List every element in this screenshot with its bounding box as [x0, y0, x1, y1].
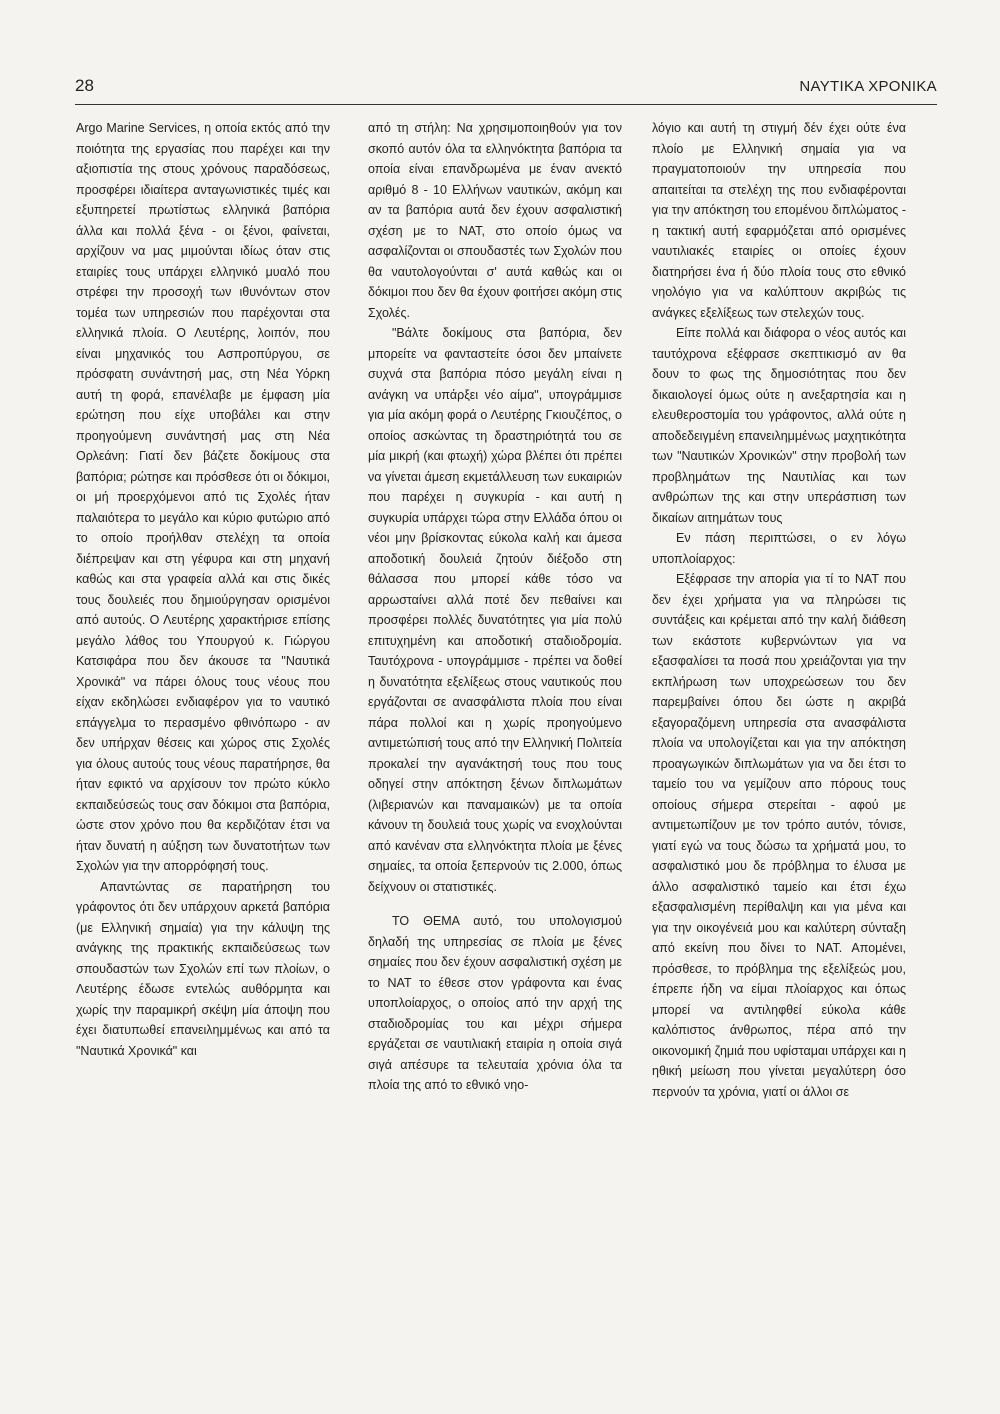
column-2	[368, 118, 622, 1096]
paragraph: Εν πάση περιπτώσει, ο εν λόγω υποπλοίαρχος:	[652, 531, 906, 566]
column-1	[76, 118, 330, 1061]
magazine-title: ΝΑΥΤΙΚΑ ΧΡΟΝΙΚΑ	[799, 78, 937, 95]
page-header	[75, 76, 937, 105]
paragraph: Εξέφρασε την απορία για τί το ΝΑΤ που δεν έχει χρήματα για να πληρώσει τις συντάξεις και κρέμεται από την καλή διάθεση των εκάστοτε κυβερνώντων για να εξασφαλίσει τα ποσά που χρειάζονται για την εκπλήρωση των υποχρεώσεων του δεν παρεμβαίνει όπου δει ώστε η ακριβά εξαγοραζόμενη υπηρεσία στα ανασφάλιστα πλοία να υπολογίζεται και για την απόκτηση προαγωγικών διπλωμάτων για να δει έτσι το ταμείο του να γεμίζουν απο πόρους τους οποίους σήμερα στερείται - αφού με αντιμετωπίζουν με τον τρόπο αυτόν, τόνισε, γιατί εγώ να τους δώσω τα χρήματά μου, το ασφαλιστικό μου δε πρόβλημα το έλυσα με άλλο ασφαλιστικό ταμείο και έτσι έχω εξασφαλισμένη περίθαλψη και για μένα και για την οικογένειά μου και καλύτερη σύνταξη από εκείνη που δίνει το ΝΑΤ. Απομένει, πρόσθεσε, το πρόβλημα της εξελίξεώς μου, έπρεπε ήδη να είμαι πλοίαρχος και όπως μπορεί να αντιληφθεί εύκολα κάθε καλόπιστος άνθρωπος, πέρα από την οικονομική ζημιά που υφίσταμαι υπάρχει και η ηθική μείωση που γίνεται μεγαλύτερη όσο περνούν τα χρόνια, γιατί οι άλλοι σε	[652, 572, 906, 1099]
paragraph: λόγιο και αυτή τη στιγμή δέν έχει ούτε ένα πλοίο με Ελληνική σημαία για να πραγματοποιούν την υπηρεσία που απαιτείται τα στελέχη της που ενδιαφέρονται για την απόκτηση του επομένου διπλώματος - η τακτική αυτή εφαρμόζεται από ορισμένες ναυτιλιακές εταιρίες οι οποίες έχουν διατηρήσει ένα ή δύο πλοία τους στο εθνικό νηολόγιο για να καλύπτουν ακριβώς τις ανάγκες εξελίξεως των στελεχών τους.	[652, 121, 906, 320]
page-number: 28	[75, 76, 94, 95]
paragraph: Είπε πολλά και διάφορα ο νέος αυτός και ταυτόχρονα εξέφρασε σκεπτικισμό αν θα δουν το φως της δημοσιότητας που δεν δικαιολογεί όμως ούτε η ανεξαρτησία και η ελευθεροστομία του γράφοντος, αλλά ούτε η αποδεδειγμένη επανειλημμένως μαχητικότητα των "Ναυτικών Χρονικών" στην προβολή των προβλημάτων της Ναυτιλίας και των ανθρώπων της και στην υπεράσπιση των δικαίων αιτημάτων τους	[652, 326, 906, 525]
column-3	[652, 118, 906, 1102]
paragraph: ΤΟ ΘΕΜΑ αυτό, του υπολογισμού δηλαδή της υπηρεσίας σε πλοία με ξένες σημαίες που δεν έχουν ασφαλιστική σχέση με το ΝΑΤ το έθεσε στον γράφοντα και ένας υποπλοίαρχος, ο οποίος από την αρχή της σταδιοδρομίας του και μέχρι σήμερα εργάζεται σε ναυτιλιακή εταιρία η οποία σιγά σιγά απέσυρε τα τελευταία χρόνια όλα τα πλοία της από το εθνικό νηο-	[368, 914, 622, 1092]
paragraph: "Βάλτε δοκίμους στα βαπόρια, δεν μπορείτε να φανταστείτε όσοι δεν μπαίνετε συχνά στα βαπόρια πόσο μεγάλη είναι η ανάγκη να υπάρξει νέο αίμα", υπογράμμισε για μία ακόμη φορά ο Λευτέρης Γκιουζέπος, ο οποίος ασκώντας τη δραστηριότητά του σε μία μικρή (και φτωχή) χώρα βλέπει ότι πρέπει να γίνεται άμεση εκμετάλλευση των ευκαιριών που παρέχει η συγκυρία - και αυτή η συγκυρία υπάρχει τώρα στην Ελλάδα όπου οι νέοι μην βρίσκοντας εύκολα καλή και άμεσα αποδοτική δουλειά ζητούν διέξοδο στη θάλασσα που μπορεί κάθε τόσο να αρρωσταίνει αλλά ποτέ δεν πεθαίνει και προσφέρει πολλές δυνατότητες για μία πολύ επιτυχημένη και αποδοτική σταδιοδρομία. Ταυτόχρονα - υπογράμμισε - πρέπει να δοθεί η δυνατότητα εξελίξεως στους ναυτικούς που εργάζονται σε ανασφάλιστα πλοία που είναι πάρα πολλοί και η χωρίς προηγούμενο αντιμετώπισή τους από την Ελληνική Πολιτεία προκαλεί την αγανάκτησή τους που τους οδηγεί στην απόκτηση ξένων διπλωμάτων (λιβεριανών και παναμαικών) με τα οποία κάνουν τη δουλειά τους χωρίς να ενοχλούνται από κανέναν στα ελληνόκτητα πλοία με ξένες σημαίες, τα οποία ξεπερνούν τις 2.000, όπως δείχνουν οι στατιστικές.	[368, 326, 622, 894]
paragraph: από τη στήλη: Να χρησιμοποιηθούν για τον σκοπό αυτόν όλα τα ελληνόκτητα βαπόρια τα οποία είναι επανδρωμένα με έναν ανεκτό αριθμό 8 - 10 Ελλήνων ναυτικών, ακόμη και αν τα βαπόρια αυτά δεν έχουν ασφαλιστική σχέση με το ΝΑΤ, στο οποίο όμως να ασφαλίζονται οι σπουδαστές των Σχολών που θα ναυτολογούνται σ' αυτά καθώς και οι δόκιμοι που δεν θα έχουν φοιτήσει ακόμη στις Σχολές.	[368, 121, 622, 320]
paragraph: Argo Marine Services, η οποία εκτός από την ποιότητα της εργασίας που παρέχει και την αξιοπιστία της στους χρόνους παραδόσεως, προσφέρει ιδιαίτερα ανταγωνιστικές τιμές και εξυπηρετεί πρωτίστως ελληνικά βαπόρια άλλα και πολλά ξένα - οι ξένοι, φαίνεται, αρχίζουν να μας μιμούνται ιδίως όταν στις εταιρίες τους υπάρχει ελληνικό μυαλό που στρέφει την προσοχή των ιθυνόντων στον τομέα των υπηρεσιών που παρέχονται στα ελληνικά πλοία. Ο Λευτέρης, λοιπόν, που είναι μηχανικός του Ασπροπύργου, σε πρόσφατη συνάντησή μας, στη Νέα Υόρκη αυτή τη φορά, επανέλαβε με έμφαση μία ερώτηση που είχε υποβάλει και στην προηγούμενη συνάντησή μας στη Νέα Ορλεάνη: Γιατί δεν βάζετε δοκίμους στα βαπόρια; ρώτησε και πρόσθεσε ότι οι δόκιμοι, οι μή προερχόμενοι από τις Σχολές ήταν παλαιότερα το μεγάλο και κύριο φυτώριο από το οποίο προήλθαν στελέχη τα οποία διέπρεψαν και στη γέφυρα και στη μηχανή καθώς και στα γραφεία αλλά και στις δικές τους δουλειές που δημιούργησαν ορισμένοι από αυτούς. Ο Λευτέρης χαρακτήρισε επίσης μεγάλο λάθος του Υπουργού κ. Γιώργου Κατσιφάρα που δεν άκουσε τα "Ναυτικά Χρονικά" να πάρει όλους τους νέους που είχαν εκδηλώσει ενδιαφέρον για το ναυτικό επάγγελμα το περασμένο φθινόπωρο - αν δεν υπήρχαν θέσεις και χώρος στις Σχολές για όλους αυτούς τους νέους παρατήρησε, θα ήταν εφικτό να αρχίσουν τον πρώτο κύκλο εκπαιδεύσεώς τους σαν δόκιμοι στα βαπόρια, ώστε στον χρόνο που θα κερδιζόταν έτσι να ήταν δυνατή η αύξηση των δυνατοτήτων των Σχολών για την απορρόφησή τους.	[76, 121, 330, 873]
paragraph: Απαντώντας σε παρατήρηση του γράφοντος ότι δεν υπάρχουν αρκετά βαπόρια (με Ελληνική σημαία) για την κάλυψη της ανάγκης της πρακτικής εκπαιδεύσεως των σπουδαστών των Σχολών επί των πλοίων, ο Λευτέρης έδωσε εντελώς αυθόρμητα και χωρίς την παραμικρή σκέψη μία άποψη που έχει διατυπωθεί επανειλημμένως και από τα "Ναυτικά Χρονικά" και	[76, 879, 330, 1058]
